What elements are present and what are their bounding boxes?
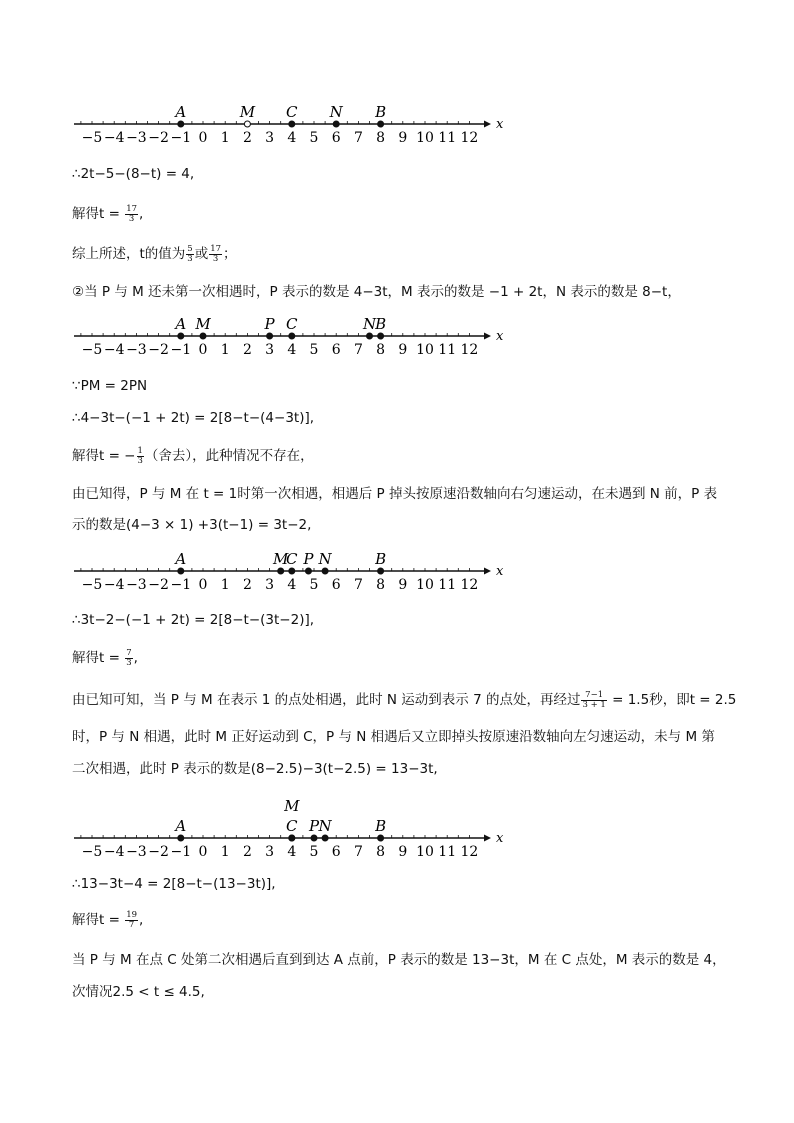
tick-label: 5 <box>309 577 319 593</box>
axis-arrow <box>484 121 491 128</box>
point-N <box>367 333 373 339</box>
solution-line: 解得t = $\frac{17}{3}$ , <box>72 203 144 224</box>
point-C <box>289 333 295 339</box>
tick-label: 6 <box>331 342 341 358</box>
tick-label: −5 <box>81 844 103 860</box>
equation-line: ∴3t−2−(−1 + 2t) = 2[8−t−(3t−2)], <box>72 612 315 628</box>
axis-variable-label: x <box>496 117 504 132</box>
point-M <box>244 121 250 127</box>
tick-label: 3 <box>265 844 275 860</box>
point-A <box>178 835 184 841</box>
tick-label: 6 <box>331 577 341 593</box>
tick-label: 8 <box>376 844 386 860</box>
tick-label: 4 <box>287 342 297 358</box>
explanation-line: 由已知得，P 与 M 在 t = 1时第一次相遇，相遇后 P 掉头按原速沿数轴向右匀速运动，在未遇到 N 前，P 表 <box>72 486 718 502</box>
tick-label: 4 <box>287 577 297 593</box>
tick-label: 0 <box>198 342 208 358</box>
tick-label: 9 <box>398 577 408 593</box>
tick-label: 4 <box>287 130 297 146</box>
number-line-4 <box>70 792 510 862</box>
point-label-P: P <box>264 315 275 333</box>
tick-label: −1 <box>170 844 192 860</box>
equation-line: ∴2t−5−(8−t) = 4, <box>72 166 195 182</box>
number-line-3 <box>70 545 510 595</box>
tick-label: 5 <box>309 342 319 358</box>
axis-arrow <box>484 333 491 340</box>
point-label-M: M <box>284 797 300 815</box>
fraction: $\frac{19}{7}$ <box>126 909 138 930</box>
tick-label: −3 <box>126 130 147 146</box>
tick-label: −4 <box>103 844 125 860</box>
point-B <box>378 121 384 127</box>
tick-label: 12 <box>460 342 479 358</box>
tick-label: −5 <box>81 130 103 146</box>
point-N <box>322 835 328 841</box>
tick-label: 1 <box>220 844 230 860</box>
explanation-line: 二次相遇，此时 P 表示的数是(8−2.5)−3(t−2.5) = 13−3t, <box>72 761 438 777</box>
point-P <box>311 835 317 841</box>
case-line: ②当 P 与 M 还未第一次相遇时，P 表示的数是 4−3t，M 表示的数是 −1 + 2t，N 表示的数是 8−t， <box>72 284 681 300</box>
point-label-C: C <box>286 315 298 333</box>
tick-label: 9 <box>398 342 408 358</box>
number-line-1 <box>70 98 510 148</box>
point-M <box>278 568 284 574</box>
solution-line: 解得t = $\frac{19}{7}$ , <box>72 909 144 930</box>
tick-label: 8 <box>376 342 386 358</box>
tick-label: −1 <box>170 342 192 358</box>
point-label-N: N <box>318 550 332 568</box>
tick-label: 7 <box>353 130 363 146</box>
tick-label: 2 <box>242 342 252 358</box>
tick-label: 8 <box>376 130 386 146</box>
tick-label: 12 <box>460 844 479 860</box>
tick-label: 5 <box>309 844 319 860</box>
tick-label: 3 <box>265 342 275 358</box>
tick-label: 7 <box>353 577 363 593</box>
tick-label: 11 <box>438 577 457 593</box>
tick-label: 12 <box>460 577 479 593</box>
tick-label: 4 <box>287 844 297 860</box>
point-label-C: C <box>286 550 298 568</box>
tick-label: 5 <box>309 130 319 146</box>
point-label-N: N <box>329 103 343 121</box>
fraction: $\frac{5}{3}$ <box>187 243 193 264</box>
point-N <box>322 568 328 574</box>
tick-label: 3 <box>265 130 275 146</box>
tick-label: 0 <box>198 130 208 146</box>
tick-label: 10 <box>416 342 434 358</box>
tick-label: −3 <box>126 577 147 593</box>
point-label-A: A <box>175 550 187 568</box>
point-C <box>289 835 295 841</box>
point-label-B: B <box>375 103 387 121</box>
tick-label: 1 <box>220 577 230 593</box>
tick-label: 11 <box>438 342 457 358</box>
tick-label: 8 <box>376 577 386 593</box>
tick-label: 1 <box>220 342 230 358</box>
point-B <box>378 333 384 339</box>
point-C <box>289 568 295 574</box>
number-line-2 <box>70 310 510 360</box>
axis-variable-label: x <box>496 564 504 579</box>
point-label-B: B <box>375 817 387 835</box>
point-label-M: M <box>239 103 256 121</box>
tick-label: 2 <box>242 130 252 146</box>
point-label-C: C <box>286 103 298 121</box>
tick-label: 0 <box>198 844 208 860</box>
point-label-N: N <box>318 817 332 835</box>
tick-label: 2 <box>242 844 252 860</box>
condition-line: ∵PM = 2PN <box>72 378 148 394</box>
tick-label: 10 <box>416 577 434 593</box>
explanation-line: 时，P 与 N 相遇，此时 M 正好运动到 C，P 与 N 相遇后又立即掉头按原速沿数轴向左匀速运动，未与 M 第 <box>72 729 715 745</box>
tick-label: −1 <box>170 577 192 593</box>
tick-label: −5 <box>81 342 103 358</box>
tick-label: 7 <box>353 342 363 358</box>
solution-line: 解得t = $\frac{7}{3}$ , <box>72 647 138 668</box>
tick-label: 12 <box>460 130 479 146</box>
point-label-M: M <box>195 315 211 333</box>
tick-label: 3 <box>265 577 275 593</box>
point-A <box>178 333 184 339</box>
point-label-B: B <box>375 550 387 568</box>
point-label-P: P <box>308 817 320 835</box>
tick-label: −4 <box>103 342 125 358</box>
point-B <box>378 835 384 841</box>
explanation-line: 当 P 与 M 在点 C 处第二次相遇后直到到达 A 点前，P 表示的数是 13−3t，M 在 C 点处，M 表示的数是 4， <box>72 952 726 968</box>
tick-label: 9 <box>398 844 408 860</box>
tick-label: 7 <box>353 844 363 860</box>
point-N <box>333 121 339 127</box>
point-label-M: M <box>273 550 289 568</box>
tick-label: 11 <box>438 844 457 860</box>
fraction: $\frac{17}{3}$ <box>126 203 138 224</box>
point-P <box>305 568 311 574</box>
fraction: $\frac{7}{3}$ <box>126 647 132 668</box>
tick-label: −1 <box>170 130 192 146</box>
point-label-A: A <box>175 315 187 333</box>
tick-label: 2 <box>242 577 252 593</box>
axis-arrow <box>484 835 491 842</box>
explanation-line: 示的数是(4−3 × 1) +3(t−1) = 3t−2, <box>72 517 312 533</box>
tick-label: −2 <box>148 342 169 358</box>
point-B <box>378 568 384 574</box>
solution-line: 解得t = − $\frac{1}{3}$ （舍去），此种情况不存在， <box>72 445 314 466</box>
tick-label: −5 <box>81 577 103 593</box>
fraction: $\frac{7-1}{3 + 1}$ <box>582 689 606 710</box>
axis-variable-label: x <box>496 831 504 846</box>
point-C <box>289 121 295 127</box>
tick-label: −2 <box>148 130 169 146</box>
tick-label: −3 <box>126 844 147 860</box>
equation-line: ∴4−3t−(−1 + 2t) = 2[8−t−(4−3t)], <box>72 410 315 426</box>
point-M <box>200 333 206 339</box>
tick-label: −2 <box>148 844 169 860</box>
point-label-A: A <box>175 817 187 835</box>
point-label-C: C <box>286 817 298 835</box>
explanation-line: 次情况2.5 < t ≤ 4.5, <box>72 984 205 1000</box>
tick-label: −4 <box>103 130 125 146</box>
tick-label: 6 <box>331 844 341 860</box>
axis-variable-label: x <box>496 329 504 344</box>
tick-label: 0 <box>198 577 208 593</box>
point-label-B: B <box>375 315 387 333</box>
summary-line: 综上所述，t的值为 $\frac{5}{3}$ 或 $\frac{17}{3}$ ； <box>72 243 237 264</box>
equation-line: ∴13−3t−4 = 2[8−t−(13−3t)], <box>72 876 276 892</box>
tick-label: 11 <box>438 130 457 146</box>
point-label-P: P <box>303 550 314 568</box>
explanation-line: 由已知可知，当 P 与 M 在表示 1 的点处相遇，此时 N 运动到表示 7 的点处，再经过 $\frac{7-1}{3 + 1}$ = 1.5秒，即t = 2.5 <box>72 689 737 710</box>
tick-label: −4 <box>103 577 125 593</box>
tick-label: 9 <box>398 130 408 146</box>
point-A <box>178 121 184 127</box>
tick-label: 10 <box>416 844 434 860</box>
point-P <box>267 333 273 339</box>
point-label-N: N <box>362 315 377 333</box>
tick-label: 10 <box>416 130 434 146</box>
tick-label: −2 <box>148 577 169 593</box>
axis-arrow <box>484 568 491 575</box>
tick-label: −3 <box>126 342 147 358</box>
point-A <box>178 568 184 574</box>
tick-label: 6 <box>331 130 341 146</box>
tick-label: 1 <box>220 130 230 146</box>
point-label-A: A <box>175 103 187 121</box>
fraction: $\frac{1}{3}$ <box>137 445 143 466</box>
fraction: $\frac{17}{3}$ <box>210 243 222 264</box>
